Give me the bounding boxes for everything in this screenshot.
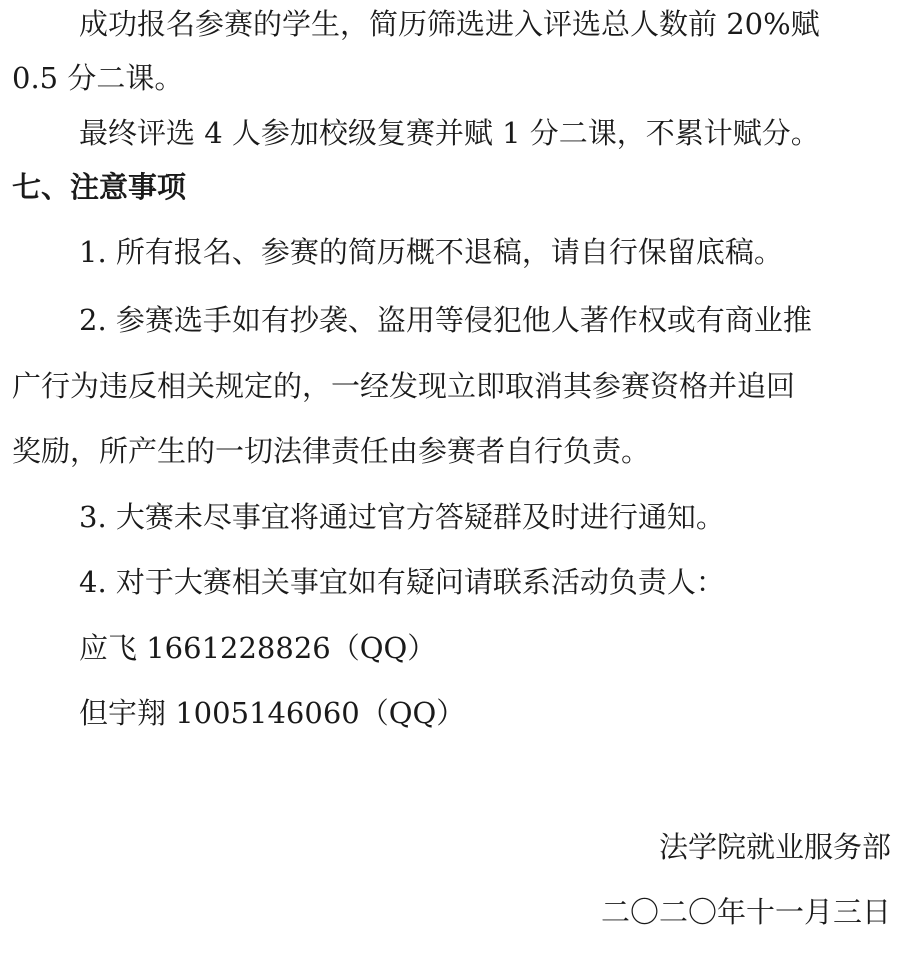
note-item-3: 3. 大赛未尽事宜将通过官方答疑群及时进行通知。 — [79, 500, 725, 534]
score-paragraph-line-2: 0.5 分二课。 — [12, 61, 184, 95]
section-heading-notes: 七、注意事项 — [12, 170, 187, 204]
note-item-2-line-2: 广行为违反相关规定的，一经发现立即取消其参赛资格并追回 — [12, 369, 796, 403]
note-item-2-line-3: 奖励，所产生的一切法律责任由参赛者自行负责。 — [12, 434, 651, 468]
contact-line-1: 应飞 1661228826（QQ） — [79, 631, 437, 665]
final-selection-paragraph: 最终评选 4 人参加校级复赛并赋 1 分二课，不累计赋分。 — [79, 116, 820, 150]
score-paragraph-line-1: 成功报名参赛的学生，简历筛选进入评选总人数前 20%赋 — [79, 7, 820, 41]
contact-line-2: 但宇翔 1005146060（QQ） — [79, 696, 466, 730]
signature-organization: 法学院就业服务部 — [658, 830, 891, 864]
signature-date: 二〇二〇年十一月三日 — [600, 895, 891, 929]
note-item-1: 1. 所有报名、参赛的简历概不退稿，请自行保留底稿。 — [79, 235, 783, 269]
note-item-4: 4. 对于大赛相关事宜如有疑问请联系活动负责人： — [79, 565, 725, 599]
note-item-2-line-1: 2. 参赛选手如有抄袭、盗用等侵犯他人著作权或有商业推 — [79, 303, 812, 337]
